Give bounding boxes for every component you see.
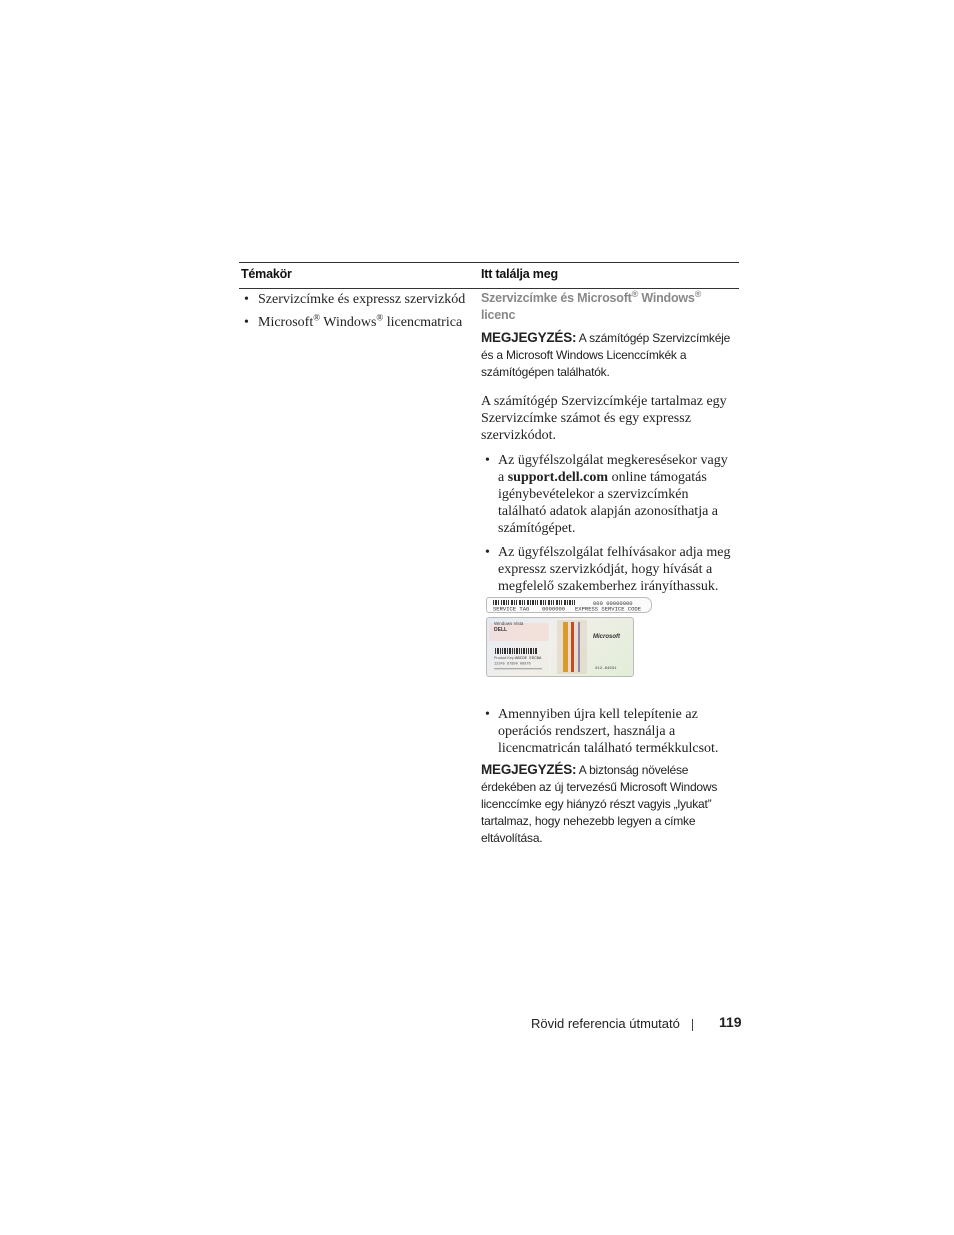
- page-number: 119: [719, 1014, 742, 1030]
- title-part: licenc: [481, 308, 516, 322]
- service-tag-caption: SERVICE TAG: [493, 605, 530, 612]
- label-illustration: [486, 597, 654, 677]
- service-tag-bullets: [481, 452, 737, 595]
- bullet-icon: •: [244, 292, 249, 307]
- note-label: MEGJEGYZÉS:: [481, 330, 577, 345]
- topic-text-part: licencmatrica: [383, 315, 463, 330]
- support-link[interactable]: support.dell.com: [507, 470, 609, 485]
- note-label: MEGJEGYZÉS:: [481, 762, 577, 777]
- coa-artwork: [487, 618, 633, 676]
- product-key-line-2: 12345 67890 09876: [494, 662, 531, 667]
- table-header-rule: [239, 288, 739, 289]
- coa-serial: X12-84631: [595, 667, 617, 671]
- reinstall-bullets: [481, 706, 737, 757]
- table-top-rule: [239, 262, 739, 263]
- bullet-text: Amennyiben újra kell telepítenie az operációs rendszert, használja a licencmatricán található termékkulcsot.: [498, 707, 719, 756]
- service-tag-barcodes: [487, 598, 651, 612]
- bullet-text: Az ügyfélszolgálat felhívásakor adja meg expressz szervizkódját, hogy hívását a megfelelő szakemberhez irányíthassuk.: [498, 545, 731, 594]
- registered-mark: ®: [631, 288, 639, 299]
- list-item: [481, 452, 737, 537]
- bullet-text: online támogatás igénybevételekor a szervizcímkén található adatok alapján azonosíthatja a számítógépet.: [498, 470, 719, 536]
- location-cell: [481, 290, 737, 602]
- topic-list: [244, 291, 474, 337]
- dell-logo: DELL: [494, 627, 508, 633]
- column-header-topic: Témakör: [241, 267, 292, 281]
- registered-mark: ®: [313, 312, 321, 323]
- topic-item: [244, 314, 474, 331]
- title-part: Windows: [638, 291, 695, 305]
- os-name: Windows Vista: [494, 621, 524, 626]
- bullet-icon: •: [485, 545, 490, 560]
- topic-text: Szervizcímke és expressz szervizkód: [258, 292, 466, 307]
- topic-text-part: Windows: [320, 315, 377, 330]
- note-2: [481, 761, 737, 847]
- microsoft-logo: Microsoft: [593, 634, 620, 640]
- column-header-location: Itt találja meg: [481, 267, 558, 281]
- footer-title: Rövid referencia útmutató: [531, 1016, 680, 1031]
- title-part: Szervizcímke és Microsoft: [481, 291, 632, 305]
- note-1: [481, 329, 737, 381]
- bullet-icon: •: [244, 315, 249, 330]
- note-text: A számítógép Szervizcímkéje és a Microsoft Windows Licenccímkék a számítógépen találhatók.: [481, 331, 731, 379]
- list-item: [481, 706, 737, 757]
- note-text: A biztonság növelése érdekében az új tervezésű Microsoft Windows licenccímke egy hiányzó részt vagyis „lyukat” tartalmaz, hogy nehezebb legyen a címke eltávolítása.: [481, 763, 718, 845]
- registered-mark: ®: [694, 288, 702, 299]
- product-key-value: ABCDE EDCBA: [515, 657, 542, 661]
- bullet-text: Az ügyfélszolgálat megkeresésekor vagy a: [498, 453, 728, 485]
- footer-separator: [692, 1019, 693, 1031]
- windows-license-label: [486, 617, 634, 677]
- service-tag-label: [486, 597, 652, 613]
- product-key-caption: Product Key:: [494, 656, 515, 660]
- bullet-icon: •: [485, 707, 490, 722]
- topic-item: [244, 291, 474, 308]
- service-tag-number: 0000000: [542, 605, 566, 612]
- express-code-number: 000 00000000: [593, 600, 633, 608]
- list-item: [481, 544, 737, 595]
- reinstall-section: [481, 706, 737, 847]
- registered-mark: ®: [376, 312, 384, 323]
- topic-text-part: Microsoft: [258, 315, 314, 330]
- bullet-icon: •: [485, 453, 490, 468]
- section-title: [481, 290, 737, 324]
- service-tag-paragraph: A számítógép Szervizcímkéje tartalmaz egy Szervizcímke számot és egy expressz szervizkódot.: [481, 394, 727, 443]
- express-code-caption: EXPRESS SERVICE CODE: [575, 605, 642, 612]
